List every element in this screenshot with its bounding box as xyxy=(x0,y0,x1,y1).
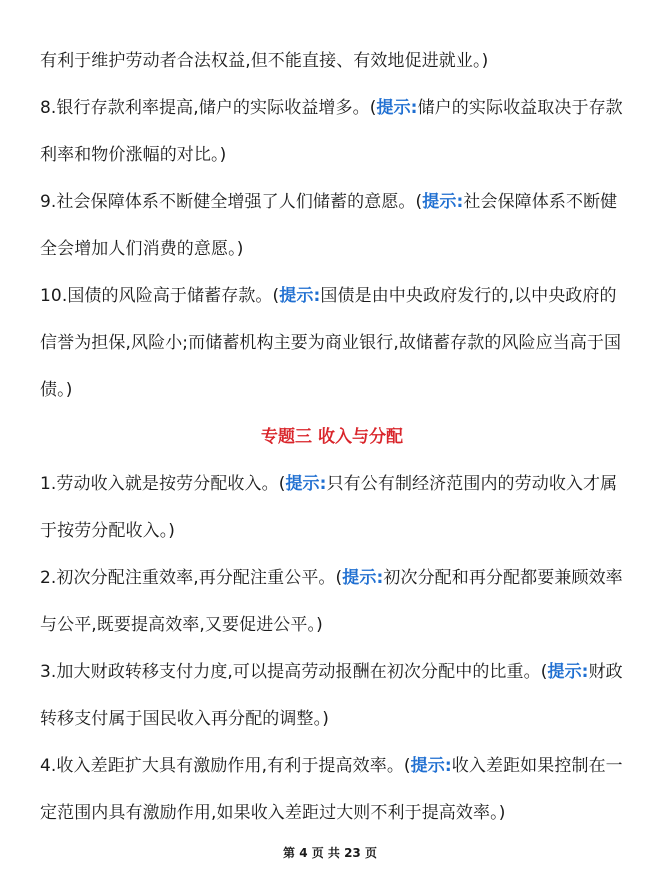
paragraph-4: 4.收入差距扩大具有激励作用,有利于提高效率。(提示:收入差距如果控制在一定范围内具有激励作用,如果收入差距过大则不利于提高效率。) xyxy=(40,756,623,823)
paragraph-2: 2.初次分配注重效率,再分配注重公平。(提示:初次分配和再分配都要兼顾效率与公平,既要提高效率,又要促进公平。) xyxy=(40,568,623,635)
hint-label: 提示: xyxy=(342,568,384,588)
section-heading: 专题三 收入与分配 xyxy=(261,427,403,447)
hint-label: 提示: xyxy=(279,286,321,306)
hint-label: 提示: xyxy=(410,756,452,776)
hint-label: 提示: xyxy=(376,98,418,118)
paragraph-9: 9.社会保障体系不断健全增强了人们储蓄的意愿。(提示:社会保障体系不断健全会增加人们消费的意愿。) xyxy=(40,192,618,259)
hint-label: 提示: xyxy=(422,192,464,212)
hint-label: 提示: xyxy=(547,662,589,682)
paragraph-3: 3.加大财政转移支付力度,可以提高劳动报酬在初次分配中的比重。(提示:财政转移支付属于国民收入再分配的调整。) xyxy=(40,662,623,729)
paragraph-7-continued: 有利于维护劳动者合法权益,但不能直接、有效地促进就业。) xyxy=(40,51,489,71)
page-content xyxy=(40,38,624,837)
hint-label: 提示: xyxy=(285,474,327,494)
paragraph-10: 10.国债的风险高于储蓄存款。(提示:国债是由中央政府发行的,以中央政府的信誉为担保,风险小;而储蓄机构主要为商业银行,故储蓄存款的风险应当高于国债。) xyxy=(40,286,622,400)
page-number-footer: 第 4 页 共 23 页 xyxy=(283,846,377,860)
paragraph-8: 8.银行存款利率提高,储户的实际收益增多。(提示:储户的实际收益取决于存款利率和物价涨幅的对比。) xyxy=(40,98,623,165)
paragraph-1: 1.劳动收入就是按劳分配收入。(提示:只有公有制经济范围内的劳动收入才属于按劳分配收入。) xyxy=(40,474,618,541)
